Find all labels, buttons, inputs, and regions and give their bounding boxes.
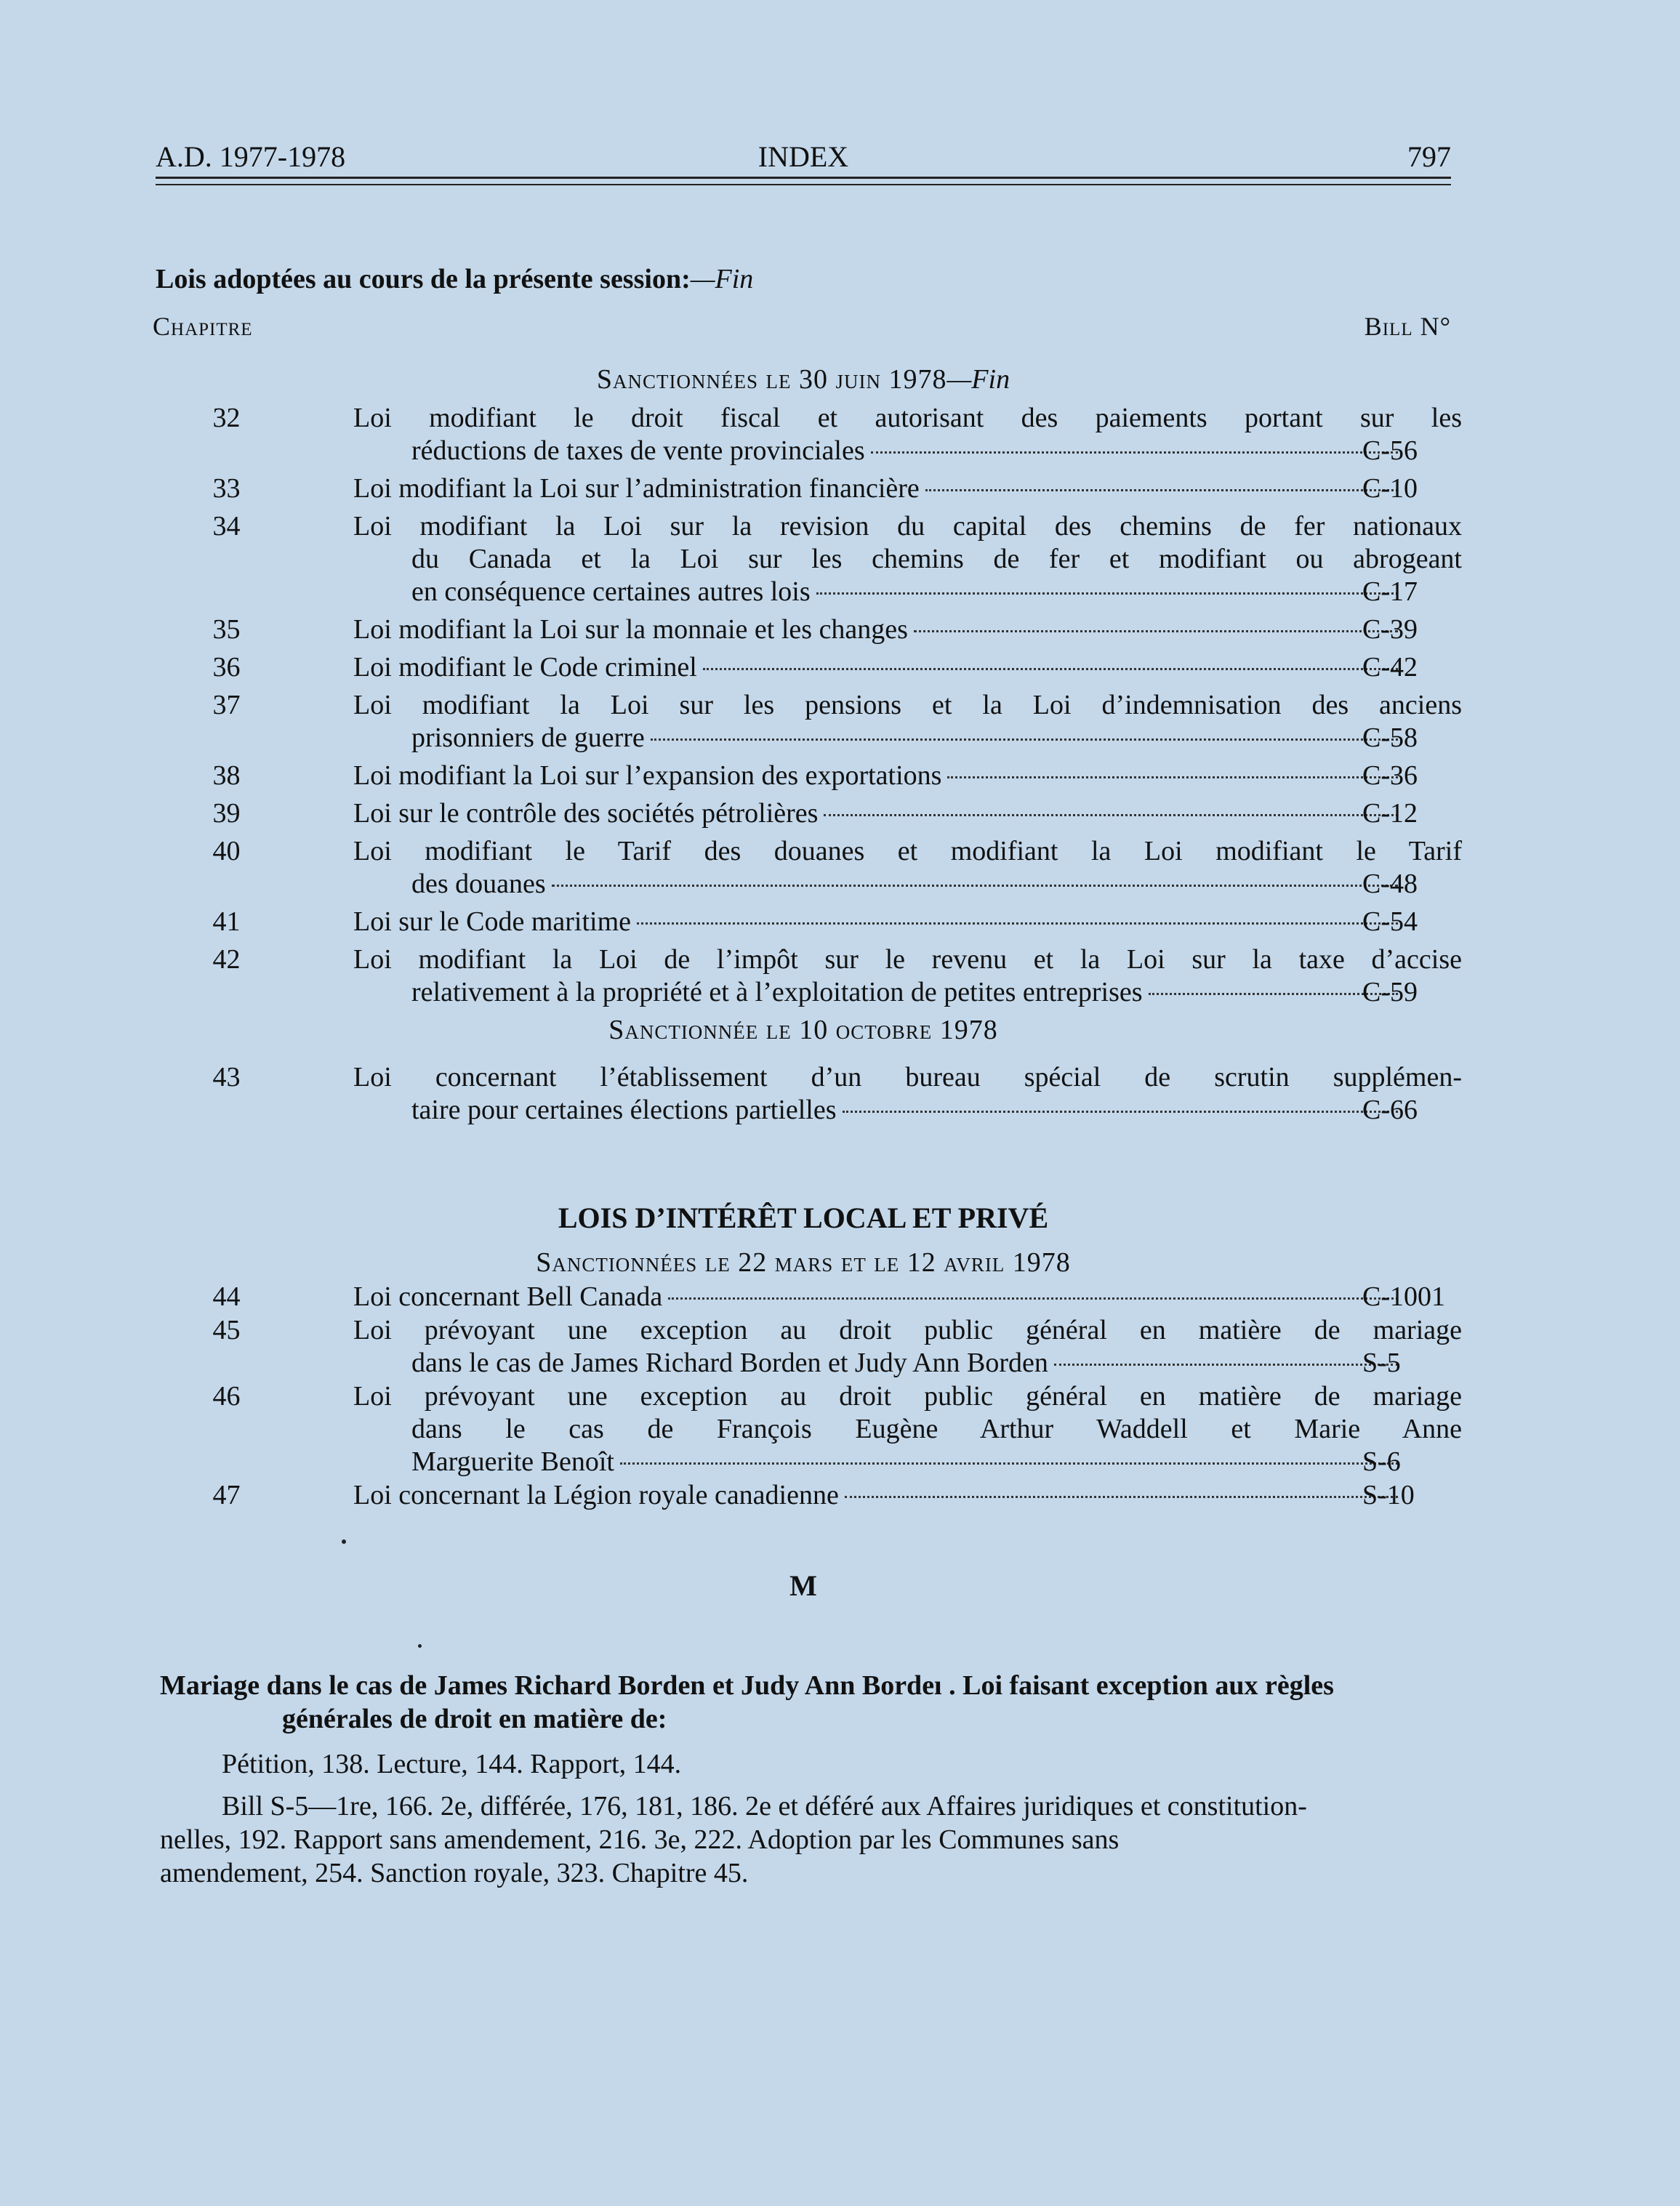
act-title-line: Loi concernant l’établissement d’un bureau spécial de scrutin supplémen- xyxy=(353,1062,1462,1092)
act-title-line: Loi concernant la Légion royale canadienne xyxy=(353,1479,1462,1512)
header-rule-top xyxy=(156,177,1451,179)
act-title xyxy=(353,472,1462,505)
act-title-line: relativement à la propriété et à l’exploitation de petites entreprises xyxy=(353,976,1462,1009)
bill-number: C-59 xyxy=(1362,977,1418,1007)
act-title-line: taire pour certaines élections partielles xyxy=(353,1094,1462,1127)
chapter-number: 38 xyxy=(212,760,241,791)
dot-leader xyxy=(947,776,1398,778)
act-title-line: Loi concernant Bell Canada xyxy=(353,1281,1462,1313)
act-title xyxy=(353,1061,1462,1127)
act-title xyxy=(353,906,1462,938)
header-title: INDEX xyxy=(757,140,849,173)
act-title-line: Loi prévoyant une exception au droit public général en matière de mariage xyxy=(353,1381,1462,1412)
act-title xyxy=(353,1314,1462,1380)
bill-number: C-58 xyxy=(1362,722,1418,753)
print-speck xyxy=(418,1644,422,1648)
local-subheading xyxy=(156,1247,1451,1279)
chapter-number: 47 xyxy=(212,1480,241,1510)
m-entry-heading-line2: générales de droit en matière de: xyxy=(282,1704,667,1734)
dot-leader xyxy=(1149,993,1398,995)
act-title-line: Loi prévoyant une exception au droit public général en matière de mariage xyxy=(353,1315,1462,1345)
dot-leader xyxy=(637,922,1398,925)
bill-number: S-6 xyxy=(1362,1446,1401,1477)
m-entry-bill-line2: nelles, 192. Rapport sans amendement, 216. 3e, 222. Adoption par les Communes sans xyxy=(160,1824,1120,1855)
act-title xyxy=(353,835,1462,901)
act-title xyxy=(353,943,1462,1009)
act-title-line: Loi sur le contrôle des sociétés pétrolières xyxy=(353,797,1462,830)
act-title-line: dans le cas de James Richard Borden et Judy Ann Borden xyxy=(353,1347,1462,1380)
dot-leader xyxy=(843,1111,1398,1113)
bill-number: C-48 xyxy=(1362,869,1418,899)
running-header xyxy=(156,140,1451,174)
act-title xyxy=(353,651,1462,684)
chapter-number: 39 xyxy=(212,798,241,829)
act-title xyxy=(353,613,1462,646)
chapter-number: 42 xyxy=(212,944,241,975)
dot-leader xyxy=(871,451,1398,454)
chapter-number: 40 xyxy=(212,836,241,866)
section-title-suffix: —Fin xyxy=(690,264,754,294)
dot-leader xyxy=(1054,1364,1398,1366)
bill-number: C-10 xyxy=(1362,473,1418,504)
chapter-number: 43 xyxy=(212,1062,241,1092)
dot-leader xyxy=(925,489,1398,491)
act-title-line: Loi modifiant la Loi de l’impôt sur le revenu et la Loi sur la taxe d’accise xyxy=(353,944,1462,975)
bill-number: C-12 xyxy=(1362,798,1418,829)
dot-leader xyxy=(824,814,1398,816)
chapter-number: 32 xyxy=(212,403,241,433)
act-title-line: Loi sur le Code maritime xyxy=(353,906,1462,938)
bill-number: S-10 xyxy=(1362,1480,1415,1510)
act-title-line: du Canada et la Loi sur les chemins de fer et modifiant ou abrogeant xyxy=(411,544,1462,574)
act-title xyxy=(353,689,1462,754)
chapter-number: 41 xyxy=(212,906,241,937)
bill-number: C-54 xyxy=(1362,906,1418,937)
chapter-number: 37 xyxy=(212,690,241,720)
act-title xyxy=(353,1380,1462,1478)
m-entry-heading xyxy=(160,1669,1458,1736)
chapter-number: 44 xyxy=(212,1281,241,1312)
chapter-number: 45 xyxy=(212,1315,241,1345)
act-title xyxy=(353,760,1462,792)
section-title-text: Lois adoptées au cours de la présente session: xyxy=(156,264,691,294)
group1-heading xyxy=(156,363,1451,395)
section-title xyxy=(156,263,753,295)
act-title xyxy=(353,797,1462,830)
m-entry-petition: Pétition, 138. Lecture, 144. Rapport, 144. xyxy=(222,1749,682,1779)
chapter-number: 36 xyxy=(212,652,241,683)
group2-heading-text: Sanctionnée le 10 octobre 1978 xyxy=(608,1015,998,1045)
dot-leader xyxy=(845,1496,1398,1498)
header-years: A.D. 1977-1978 xyxy=(156,140,346,173)
act-title-line: des douanes xyxy=(353,868,1462,901)
dot-leader xyxy=(914,630,1398,632)
local-heading: LOIS D’INTÉRÊT LOCAL ET PRIVÉ xyxy=(558,1201,1049,1234)
group1-heading-suffix: —Fin xyxy=(946,364,1010,395)
dot-leader xyxy=(703,668,1398,670)
dot-leader xyxy=(816,592,1398,595)
act-title-line: Loi modifiant la Loi sur l’expansion des exportations xyxy=(353,760,1462,792)
chapter-number: 34 xyxy=(212,511,241,542)
act-title-line: Loi modifiant le Tarif des douanes et modifiant la Loi modifiant le Tarif xyxy=(353,836,1462,866)
act-title-line: Marguerite Benoît xyxy=(353,1446,1462,1478)
act-title-line: en conséquence certaines autres lois xyxy=(353,576,1462,608)
chapter-number: 35 xyxy=(212,614,241,645)
dot-leader xyxy=(552,885,1398,887)
act-title-line: Loi modifiant la Loi sur la revision du capital des chemins de fer nationaux xyxy=(353,511,1462,542)
dot-leader xyxy=(668,1297,1398,1300)
chapter-number: 46 xyxy=(212,1381,241,1412)
bill-number: C-66 xyxy=(1362,1095,1418,1125)
act-title-line: dans le cas de François Eugène Arthur Waddell et Marie Anne xyxy=(411,1414,1462,1444)
act-title xyxy=(353,1479,1462,1512)
act-title-line: réductions de taxes de vente provinciales xyxy=(353,435,1462,467)
page-number: 797 xyxy=(1407,140,1451,173)
m-entry-bill-line1: Bill S-5—1re, 166. 2e, différée, 176, 181, 186. 2e et déféré aux Affaires juridiques et constitution- xyxy=(222,1791,1307,1821)
print-speck xyxy=(342,1539,346,1544)
letter-heading: M xyxy=(789,1569,817,1602)
chapter-number: 33 xyxy=(212,473,241,504)
act-title-line: prisonniers de guerre xyxy=(353,722,1462,754)
act-title-line: Loi modifiant la Loi sur la monnaie et les changes xyxy=(353,613,1462,646)
m-entry-heading-line1: Mariage dans le cas de James Richard Borden et Judy Ann Bordeı . Loi faisant exception aux règles xyxy=(160,1670,1334,1701)
bill-number: C-56 xyxy=(1362,435,1418,466)
m-entry-bill-line3: amendement, 254. Sanction royale, 323. Chapitre 45. xyxy=(160,1858,749,1888)
dot-leader xyxy=(651,738,1398,741)
act-title xyxy=(353,402,1462,467)
bill-number: C-36 xyxy=(1362,760,1418,791)
act-title xyxy=(353,1281,1462,1313)
group2-heading xyxy=(156,1014,1451,1046)
dot-leader xyxy=(620,1462,1398,1465)
group1-heading-text: Sanctionnées le 30 juin 1978 xyxy=(596,364,947,395)
column-header-bill: Bill N° xyxy=(1364,312,1451,341)
m-entry-bill-history xyxy=(160,1790,1458,1890)
column-header-chapitre: Chapitre xyxy=(153,312,253,341)
act-title-line: Loi modifiant la Loi sur l’administration financière xyxy=(353,472,1462,505)
bill-number: C-17 xyxy=(1362,576,1418,607)
act-title-line: Loi modifiant la Loi sur les pensions et la Loi d’indemnisation des anciens xyxy=(353,690,1462,720)
act-title-line: Loi modifiant le droit fiscal et autorisant des paiements portant sur les xyxy=(353,403,1462,433)
bill-number: C-42 xyxy=(1362,652,1418,683)
act-title xyxy=(353,510,1462,608)
bill-number: C-39 xyxy=(1362,614,1418,645)
act-title-line: Loi modifiant le Code criminel xyxy=(353,651,1462,684)
local-subheading-text: Sanctionnées le 22 mars et le 12 avril 1978 xyxy=(536,1247,1071,1278)
bill-number: C-1001 xyxy=(1362,1281,1445,1312)
bill-number: S-5 xyxy=(1362,1348,1401,1378)
header-rule-bottom xyxy=(156,184,1451,185)
